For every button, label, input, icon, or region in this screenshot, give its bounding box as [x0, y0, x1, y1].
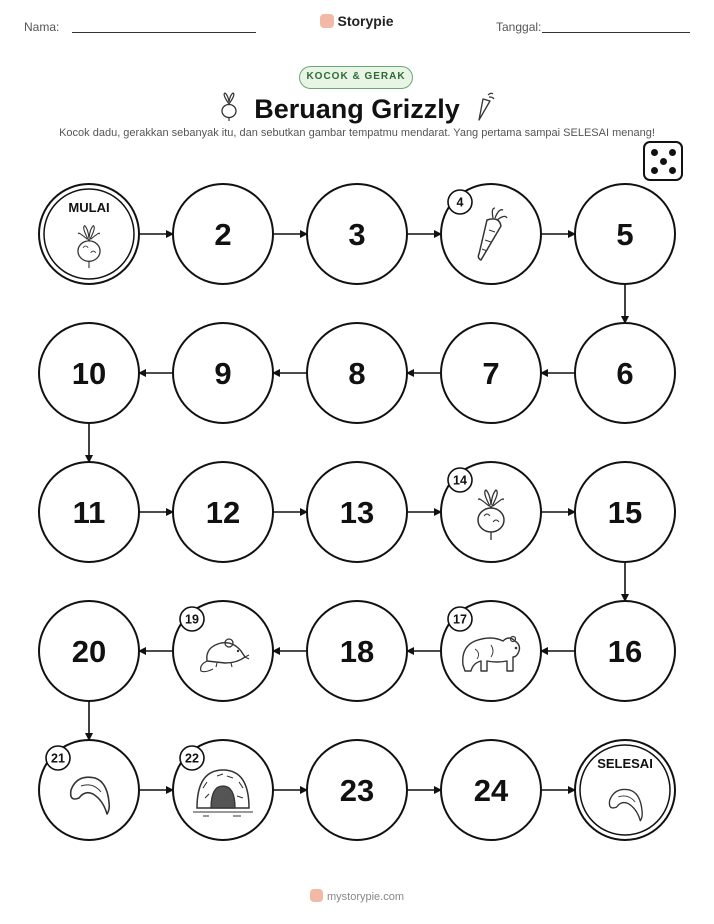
board-space-21	[39, 740, 139, 840]
board-space-17	[441, 601, 541, 701]
board-space-20	[39, 601, 139, 701]
board-space-5	[575, 184, 675, 284]
space-number: 7	[482, 356, 500, 391]
space-number: 4	[456, 195, 464, 210]
brand-name: Storypie	[337, 13, 394, 29]
space-number: 14	[453, 473, 467, 488]
board-space-10	[39, 323, 139, 423]
finish-label: SELESAI	[597, 756, 653, 771]
board-space-8	[307, 323, 407, 423]
board-space-22	[173, 740, 273, 840]
space-number: 8	[348, 356, 366, 391]
space-number: 6	[616, 356, 634, 391]
board-space-11	[39, 462, 139, 562]
bear-logo-icon	[310, 889, 323, 902]
space-number: 5	[616, 217, 634, 252]
board-space-1	[39, 184, 139, 284]
space-number: 16	[607, 634, 643, 669]
board-space-14	[441, 462, 541, 562]
board-space-4	[441, 184, 541, 284]
title-text: Beruang Grizzly	[254, 94, 460, 124]
space-number: 9	[214, 356, 232, 391]
board-space-12	[173, 462, 273, 562]
space-number: 15	[607, 495, 643, 530]
board-space-9	[173, 323, 273, 423]
space-number: 10	[71, 356, 107, 391]
space-number: 23	[339, 773, 375, 808]
space-number: 22	[185, 751, 199, 766]
space-number: 12	[205, 495, 241, 530]
space-number: 17	[453, 612, 467, 627]
board-space-2	[173, 184, 273, 284]
space-number: 24	[473, 773, 509, 808]
space-number: 20	[71, 634, 107, 669]
start-label: MULAI	[68, 200, 110, 215]
space-number: 19	[185, 612, 199, 627]
instructions: Kocok dadu, gerakkan sebanyak itu, dan sebutkan gambar tempatmu mendarat. Yang pertama sampai SELESAI menang!	[59, 127, 655, 139]
name-label: Nama:	[24, 20, 60, 34]
date-label: Tanggal:	[496, 20, 542, 34]
footer-url: mystorypie.com	[326, 891, 405, 903]
board-space-19	[173, 601, 273, 701]
space-number: 11	[72, 495, 106, 530]
game-type-badge: KOCOK & GERAK	[299, 66, 413, 89]
board-space-13	[307, 462, 407, 562]
space-number: 3	[348, 217, 366, 252]
space-number: 18	[339, 634, 375, 669]
space-number: 2	[214, 217, 232, 252]
board-space-25	[575, 740, 675, 840]
board-space-3	[307, 184, 407, 284]
board-space-7	[441, 323, 541, 423]
board-space-6	[575, 323, 675, 423]
board-space-24	[441, 740, 541, 840]
space-number: 13	[339, 495, 375, 530]
board-space-18	[307, 601, 407, 701]
board-space-16	[575, 601, 675, 701]
space-number: 21	[51, 751, 65, 766]
board-space-23	[307, 740, 407, 840]
footer	[0, 889, 714, 903]
board-space-15	[575, 462, 675, 562]
